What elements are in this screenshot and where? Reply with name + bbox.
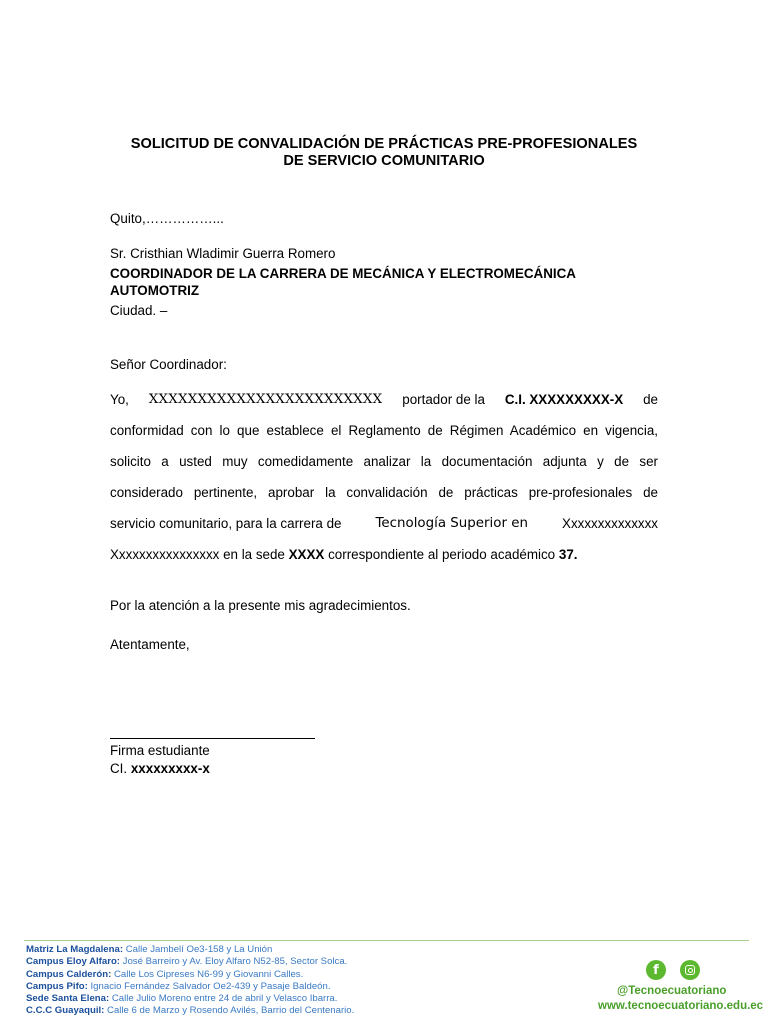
- campus-row: [26, 969, 354, 981]
- title-line-1: SOLICITUD DE CONVALIDACIÓN DE PRÁCTICAS PRE-PROFESIONALES: [130, 136, 638, 152]
- text-yo: Yo,: [110, 392, 129, 407]
- text-de: de: [643, 392, 658, 407]
- campus-label: Campus Calderón:: [26, 968, 112, 980]
- campus-address: Calle 6 de Marzo y Rosendo Avilés, Barrio del Centenario.: [107, 1005, 355, 1017]
- signature-label: Firma estudiante: [110, 743, 210, 758]
- signature-line: [110, 738, 315, 739]
- campus-label: Sede Santa Elena:: [26, 993, 110, 1005]
- academic-period: 37.: [558, 547, 578, 562]
- campus-address: José Barreiro y Av. Eloy Alfaro N52-85, Sector Solca.: [122, 956, 348, 968]
- campus-row: [26, 956, 354, 968]
- title-line-2: DE SERVICIO COMUNITARIO: [283, 153, 485, 169]
- ci-label: CI.: [110, 761, 128, 776]
- recipient-role-line-1: COORDINADOR DE LA CARRERA DE MECÁNICA Y ELECTROMECÁNICA: [110, 266, 576, 281]
- greeting: Señor Coordinador:: [110, 357, 227, 372]
- campus-addresses: [26, 944, 354, 1018]
- ci-value-placeholder: xxxxxxxxx-x: [130, 761, 210, 776]
- instagram-icon[interactable]: [680, 960, 700, 980]
- instagram-lens: [688, 968, 693, 973]
- campus-label: C.C.C Guayaquil:: [26, 1005, 105, 1017]
- website-link[interactable]: www.tecnoecuatoriano.edu.ec: [598, 1000, 764, 1012]
- campus-placeholder: XXXX: [288, 547, 325, 562]
- student-ci-placeholder: C.I. XXXXXXXXX-X: [504, 392, 624, 407]
- career-prefix: Tecnología Superior en: [375, 516, 528, 531]
- paragraph-text-4: considerado pertinente, aprobar la convalidación de prácticas pre-profesionales de: [110, 485, 658, 500]
- campus-label: Matriz La Magdalena:: [26, 944, 124, 955]
- campus-address: Ignacio Fernández Salvador Oe2-439 y Pasaje Baldeón.: [90, 980, 331, 992]
- text-periodo: correspondiente al periodo académico: [328, 547, 556, 562]
- campus-address: Calle Jambelí Oe3-158 y La Unión: [125, 944, 273, 955]
- document-title: [100, 136, 668, 170]
- place-date: Quito,……………...: [110, 211, 224, 226]
- text-portador: portador de la: [402, 392, 485, 407]
- paragraph-text-2: conformidad con lo que establece el Reglamento de Régimen Académico en vigencia,: [110, 423, 658, 438]
- recipient-role-line-2: AUTOMOTRIZ: [110, 283, 200, 298]
- thanks: Por la atención a la presente mis agradecimientos.: [110, 598, 411, 613]
- paragraph-line-1: [110, 391, 658, 422]
- campus-address: Calle Julio Moreno entre 24 de abril y Velasco Ibarra.: [111, 993, 338, 1005]
- campus-address: Calle Los Cipreses N6-99 y Giovanni Calles.: [113, 968, 304, 980]
- closing: Atentamente,: [110, 637, 190, 652]
- paragraph-text-3: solicito a usted muy comedidamente analizar la documentación adjunta y de ser: [110, 454, 658, 469]
- request-paragraph: [110, 391, 658, 577]
- paragraph-line-4: [110, 484, 658, 515]
- facebook-icon[interactable]: f: [646, 960, 666, 980]
- campus-row: [26, 944, 354, 956]
- career-name-placeholder: Xxxxxxxxxxxxxx: [562, 516, 658, 531]
- paragraph-line-6: [110, 546, 658, 577]
- recipient-name: Sr. Cristhian Wladimir Guerra Romero: [110, 246, 336, 261]
- student-ci-line: [110, 760, 210, 777]
- city: Ciudad. –: [110, 303, 168, 318]
- paragraph-line-3: [110, 453, 658, 484]
- paragraph-line-2: [110, 422, 658, 453]
- campus-row: [26, 981, 354, 993]
- footer-divider: [24, 940, 749, 941]
- campus-row: [26, 993, 354, 1005]
- campus-label: Campus Eloy Alfaro:: [26, 956, 120, 968]
- paragraph-line-5: [110, 515, 658, 546]
- text-carrera: servicio comunitario, para la carrera de: [110, 516, 342, 531]
- campus-label: Campus Pifo:: [26, 980, 88, 992]
- campus-row: [26, 1005, 354, 1017]
- text-sede: Xxxxxxxxxxxxxxxx en la sede: [110, 547, 285, 562]
- social-handle[interactable]: @Tecnoecuatoriano: [617, 985, 727, 997]
- student-name-placeholder: XXXXXXXXXXXXXXXXXXXXXXXX: [148, 392, 383, 407]
